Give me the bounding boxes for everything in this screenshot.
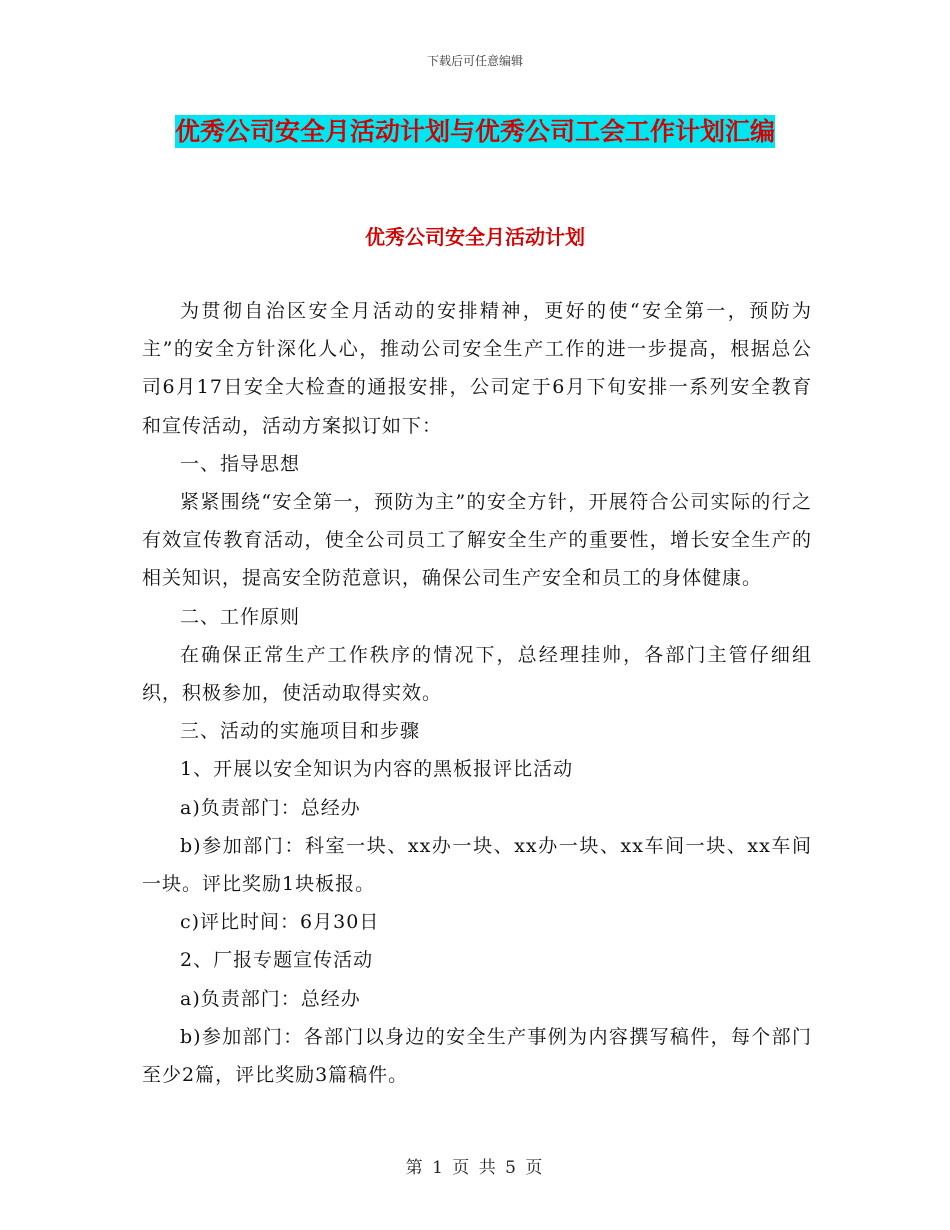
list-item-participating-dept-1: b)参加部门：科室一块、xx办一块、xx办一块、xx车间一块、xx车间一块。评比奖励1块板报。 bbox=[142, 834, 812, 896]
document-title-text: 优秀公司安全月活动计划与优秀公司工会工作计划汇编 bbox=[174, 117, 775, 146]
list-item-newspaper-activity: 2、厂报专题宣传活动 bbox=[180, 949, 374, 972]
header-note: 下载后可任意编辑 bbox=[426, 54, 523, 68]
document-title bbox=[140, 110, 810, 154]
heading-activity-items: 三、活动的实施项目和步骤 bbox=[180, 720, 421, 743]
list-item-responsible-dept-2: a)负责部门：总经办 bbox=[180, 987, 361, 1010]
paragraph-guiding-thought: 紧紧围绕“安全第一，预防为主”的安全方针，开展符合公司实际的行之有效宣传教育活动，使全公司员工了解安全生产的重要性，增长安全生产的相关知识，提高安全防范意识，确保公司生产安全和员工的身体健康。 bbox=[142, 491, 812, 590]
document-body bbox=[142, 292, 812, 1094]
paragraph-work-principle: 在确保正常生产工作秩序的情况下，总经理挂帅，各部门主管仔细组织，积极参加，使活动取得实效。 bbox=[142, 643, 812, 705]
heading-work-principle: 二、工作原则 bbox=[180, 605, 301, 628]
heading-guiding-thought: 一、指导思想 bbox=[180, 452, 301, 475]
paragraph-intro: 为贯彻自治区安全月活动的安排精神，更好的使“安全第一，预防为主”的安全方针深化人心，推动公司安全生产工作的进一步提高，根据总公司6月17日安全大检查的通报安排，公司定于6月下旬安排一系列安全教育和宣传活动，活动方案拟订如下： bbox=[142, 300, 812, 437]
list-item-participating-dept-2: b)参加部门：各部门以身边的安全生产事例为内容撰写稿件，每个部门至少2篇，评比奖励3篇稿件。 bbox=[142, 1025, 812, 1087]
page-footer: 第 1 页 共 5 页 bbox=[405, 1158, 545, 1178]
list-item-blackboard-activity: 1、开展以安全知识为内容的黑板报评比活动 bbox=[180, 758, 574, 781]
section-title: 优秀公司安全月活动计划 bbox=[365, 225, 585, 249]
list-item-evaluation-time: c)评比时间：6月30日 bbox=[180, 911, 380, 934]
list-item-responsible-dept-1: a)负责部门：总经办 bbox=[180, 796, 361, 819]
